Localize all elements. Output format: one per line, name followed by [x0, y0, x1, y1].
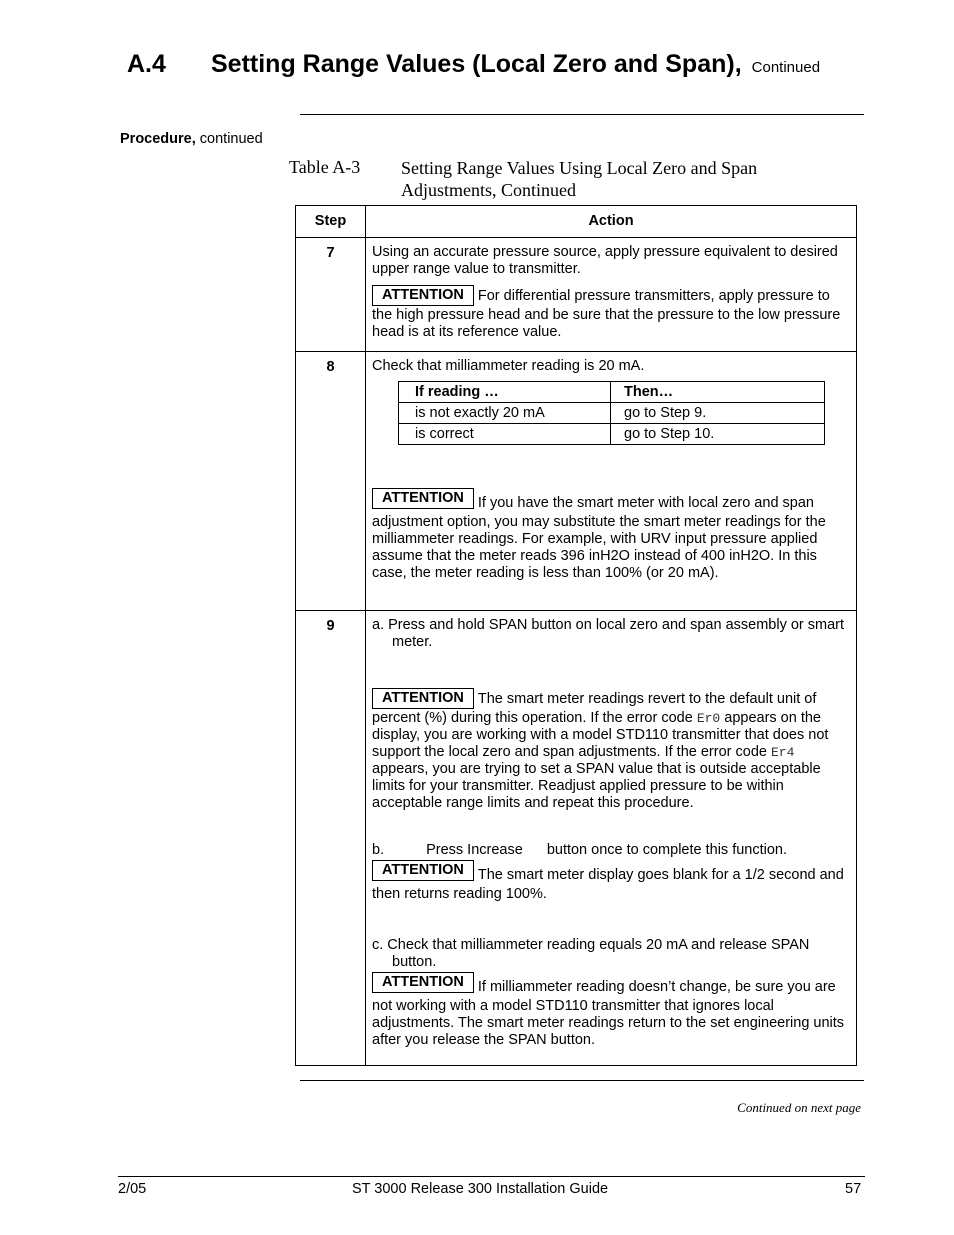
attention-badge: ATTENTION [372, 488, 474, 509]
error-code: Er4 [770, 745, 795, 760]
table-row-step-9 [296, 611, 857, 1066]
decision-header-row [399, 382, 825, 403]
attention-note [372, 286, 850, 341]
column-header-step: Step [296, 206, 366, 238]
attention-badge: ATTENTION [372, 972, 474, 993]
decision-result: go to Step 10. [611, 424, 825, 445]
column-header-action: Action [366, 206, 857, 238]
continued-on-next-page: Continued on next page [737, 1100, 861, 1115]
step-number: 7 [296, 238, 366, 352]
decision-condition: is correct [399, 424, 611, 445]
substep-b-text-2: button once to complete this function. [546, 842, 788, 858]
table-caption-title: Setting Range Values Using Local Zero and Span Adjustments, Continued [401, 158, 758, 200]
header-divider [300, 114, 864, 115]
attention-text-part: appears on the display, you are working with a model STD110 transmitter that does not support the local zero and span adjustments. If the error code [372, 710, 829, 760]
footer-title: ST 3000 Release 300 Installation Guide [352, 1181, 609, 1197]
attention-badge: ATTENTION [372, 688, 474, 709]
step-text: Using an accurate pressure source, apply pressure equivalent to desired upper range value to transmitter. [372, 244, 838, 277]
attention-text: If you have the smart meter with local zero and span adjustment option, you may substitute the smart meter readings for the milliammeter readings. For example, with URV input pressure applied assume that the meter reads 396 inH2O instead of 400 inH2O. In this case, the meter reading is less than 100% (or 20 mA). [372, 495, 826, 581]
procedure-heading: Procedure, [120, 131, 196, 147]
step-number: 9 [296, 611, 366, 1066]
footer-divider [118, 1176, 865, 1177]
decision-result: go to Step 9. [611, 403, 825, 424]
attention-note [372, 689, 850, 812]
substep-a-text: a. Press and hold SPAN button on local zero and span assembly or smart meter. [372, 617, 845, 650]
decision-row [399, 403, 825, 424]
step-text: Check that milliammeter reading is 20 mA. [372, 358, 645, 374]
attention-badge: ATTENTION [372, 860, 474, 881]
attention-note [372, 974, 850, 1049]
procedure-continued: continued [199, 131, 263, 147]
attention-note [372, 862, 850, 903]
substep-b [372, 842, 850, 859]
table-caption-number: Table A-3 [289, 157, 361, 177]
substep-b-text-1: Press Increase [426, 842, 523, 858]
attention-badge: ATTENTION [372, 285, 474, 306]
error-code: Er0 [696, 711, 721, 726]
step-action [366, 611, 857, 1066]
decision-row [399, 424, 825, 445]
procedure-label [120, 131, 263, 147]
step-action [366, 238, 857, 352]
decision-table [398, 381, 825, 445]
substep-c-text: c. Check that milliammeter reading equals 20 mA and release SPAN button. [372, 937, 810, 970]
table-header-row [296, 206, 857, 238]
table-row-step-8 [296, 352, 857, 611]
table-row-step-7 [296, 238, 857, 352]
section-continued: Continued [751, 59, 821, 76]
attention-note [372, 490, 850, 582]
footer-date: 2/05 [118, 1181, 147, 1197]
table-bottom-divider [300, 1080, 864, 1081]
decision-header-if: If reading … [399, 382, 611, 403]
section-number: A.4 [127, 50, 166, 78]
decision-header-then: Then… [611, 382, 825, 403]
section-title [211, 50, 820, 79]
decision-condition: is not exactly 20 mA [399, 403, 611, 424]
attention-text: The smart meter display goes blank for a 1/2 second and then returns reading 100%. [372, 867, 844, 902]
attention-text: For differential pressure transmitters, apply pressure to the high pressure head and be sure that the pressure to the low pressure head is at its reference value. [372, 288, 841, 340]
substep-b-label: b. [372, 842, 385, 858]
step-number: 8 [296, 352, 366, 611]
procedure-table [295, 205, 857, 1066]
page-number: 57 [845, 1181, 862, 1197]
attention-text-part: appears, you are trying to set a SPAN value that is outside acceptable limits for your transmitter. Readjust applied pressure to be within acceptable range limits and repeat this procedure. [372, 761, 821, 811]
section-title-text: Setting Range Values (Local Zero and Span), [211, 50, 742, 78]
attention-text: If milliammeter reading doesn’t change, be sure you are not working with a model STD110 transmitter that ignores local adjustments. The smart meter readings return to the set engineering units after you release the SPAN button. [372, 979, 845, 1048]
step-action [366, 352, 857, 611]
attention-text-part: The smart meter readings revert to the default unit of percent (%) during this operation. If the error code [372, 691, 817, 726]
